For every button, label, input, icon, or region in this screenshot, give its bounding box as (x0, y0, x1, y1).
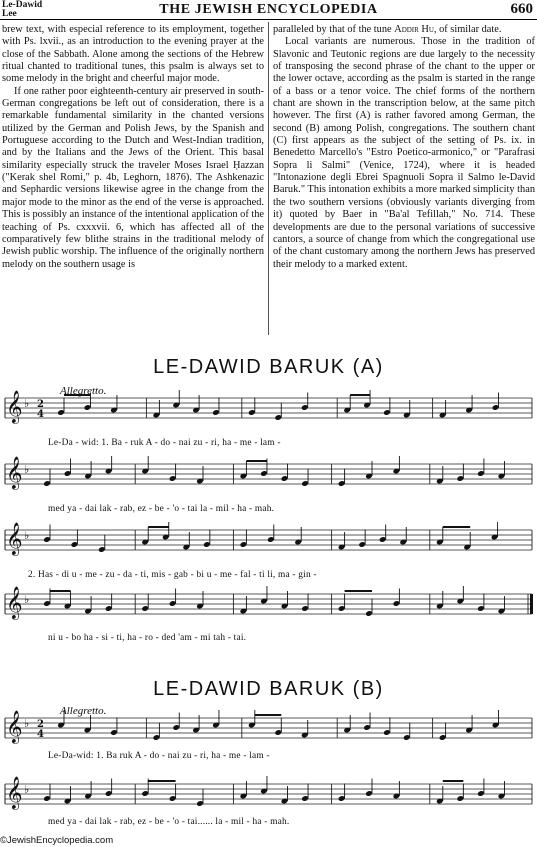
header-catchword-last: Lee (2, 9, 17, 19)
left-paragraph-2: If one rather poor eighteenth-century air preserved in south-German congregations be left out of consideration, there is a remarkable fundamental similarity in the chanted versions utilized by the German and Polish Jews, by the Spanish and Portuguese according to the Dutch and West-Indian tradition, and by the Italians and the Jews of the Orient. This basal similarity especially struck the traveler Moses Israel Ḥazzan ("Kerak shel Romi," p. 4b, Leghorn, 1876). The Ashkenazic and Sephardic versions likewise agree in the change from the major mode to the minor as the end of the verse is approached. This is possibly an instance of the intentional application of the teaching of Ps. cxxxvii. 6, which has affected all of the comparatively few blithe strains in the traditional melody of Jewish public worship. The influence of the originally northern melody on the southern usage is (2, 85, 264, 270)
treble-clef-icon: 𝄞 (6, 390, 23, 423)
copyright-footer: ©JewishEncyclopedia.com (0, 835, 114, 846)
flat-sign-icon: ♭ (24, 783, 30, 796)
treble-clef-icon: 𝄞 (6, 710, 23, 743)
right-paragraph-1-start: paralleled by that of the tune (273, 24, 395, 35)
page-number: 660 (510, 1, 533, 17)
tempo-marking-b: Allegretto. (60, 705, 107, 717)
music-title-b: LE-DAWID BARUK (B) (153, 678, 384, 700)
flat-sign-icon: ♭ (24, 397, 30, 410)
treble-clef-icon: 𝄞 (6, 522, 23, 555)
treble-clef-icon: 𝄞 (6, 586, 23, 619)
lyrics-a-line-3: 2. Has - di u - me - zu - da - ti, mis - gab - bi u - me - fal - ti li, ma - gin - (28, 570, 317, 580)
publication-title: THE JEWISH ENCYCLOPEDIA (159, 2, 378, 17)
treble-clef-icon: 𝄞 (6, 456, 23, 489)
final-thick-barline (530, 594, 533, 614)
lyrics-a-line-1: Le-Da - wid: 1. Ba - ruk A - do - nai zu - ri, ha - me - lam - (48, 438, 281, 448)
lyrics-a-line-2: med ya - dai lak - rab, ez - be - 'o - tai la - mil - ha - mah. (48, 504, 275, 514)
time-signature-bottom: 4 (37, 409, 44, 420)
flat-sign-icon: ♭ (24, 463, 30, 476)
lyrics-b-line-1: Le-Da-wid: 1. Ba ruk A - do - nai zu - ri, ha - me - lam - (48, 751, 270, 761)
time-signature-top: 2 (37, 719, 44, 730)
flat-sign-icon: ♭ (24, 593, 30, 606)
flat-sign-icon: ♭ (24, 529, 30, 542)
flat-sign-icon: ♭ (24, 717, 30, 730)
treble-clef-icon: 𝄞 (6, 776, 23, 809)
lyrics-a-line-4: ni u - bo ha - si - ti, ha - ro - ded 'am - mi tah - tai. (48, 633, 247, 643)
left-paragraph-1: brew text, with especial reference to its employment, together with Ps. lxvii., as an introduction to the evening prayer at the close of the Sabbath. Alone among the sections of the Hebrew ritual chanted to traditional tunes, this psalm is always set to some melody in the bright and cheerful major mode. (2, 24, 264, 85)
right-paragraph-2: Local variants are numerous. Those in the tradition of Slavonic and Teutonic regions are due largely to the necessity of transposing the second phrase of the chant to the upper or the lower octave, according as the psalm is started in the range of a bass or a tenor voice. The chief forms of the northern chant are shown in the transcription below, at the same pitch however. The first (A) is rather favored among German, the second (B) among Polish, congregations. The southern chant (C) first appears as the subject of the setting of Ps. ix. in Benedetto Marcello's "Estro Poetico-armonico," or "Parafrasi Sopra li Salmi" (Venice, 1724), where it is headed "Intonazione degli Ebrei Spagnuoli Sopra il Salmo le-David Baruk." This intonation exhibits a more marked simplicity than the two southern versions (obviously variants diverging from it) quoted by Baer in "Ba'al Tefillah," No. 714. These developments are due to the personal variations of successive cantors, a source of change from which the congregational use of the chant customary among the northern Jews has preserved their melody to a marked extent. (273, 36, 535, 270)
header-catchword-first: Le-Dawid (2, 0, 43, 10)
tempo-marking-a: Allegretto. (60, 385, 107, 397)
addir-hu-term: Addir Hu (394, 24, 434, 35)
lyrics-b-line-2: med ya - dai lak - rab, ez - be - 'o - tai...... la - mil - ha - mah. (48, 817, 290, 827)
right-paragraph-1-end: , of similar date. (433, 24, 502, 35)
time-signature-top: 2 (37, 399, 44, 410)
music-title-a: LE-DAWID BARUK (A) (153, 356, 384, 378)
time-signature-bottom: 4 (37, 729, 44, 740)
